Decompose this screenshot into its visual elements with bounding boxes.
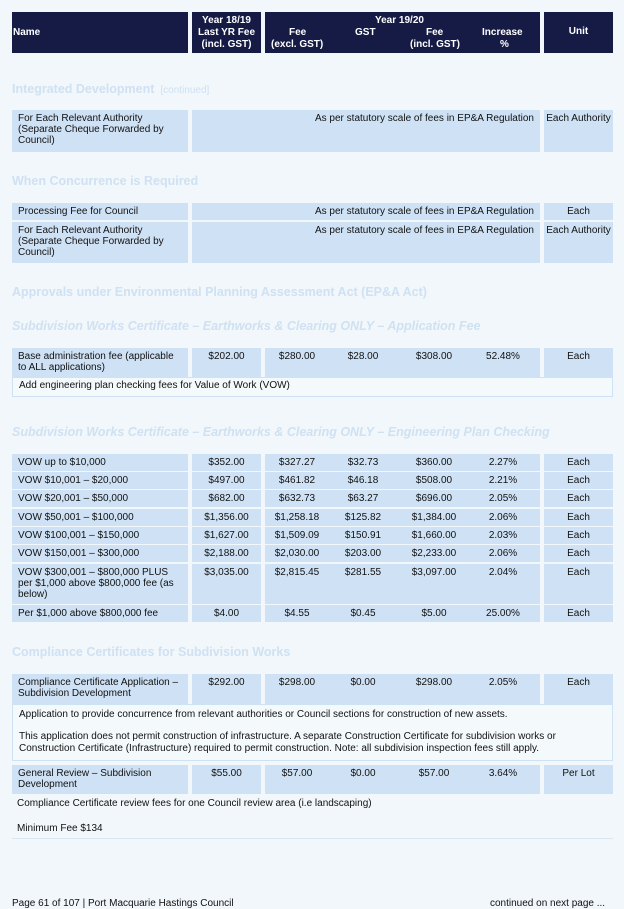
fee-increase: 25.00% [486, 608, 520, 619]
header-last-year-cell [192, 12, 261, 53]
fee-excl-gst: $632.73 [278, 493, 316, 504]
fee-name: Base administration fee (applicable to ALL applications) [12, 348, 188, 377]
fee-unit: Each [544, 545, 613, 562]
fee-year-values [265, 765, 540, 794]
fee-increase: 2.04% [488, 567, 518, 578]
fee-increase: 2.05% [488, 493, 518, 504]
fee-unit: Each [544, 605, 613, 622]
fee-unit: Each [544, 564, 613, 604]
fee-increase: 52.48% [486, 351, 520, 362]
fee-unit: Each [544, 490, 613, 507]
fee-excl-gst: $327.27 [278, 457, 316, 468]
fee-increase: 2.21% [488, 475, 518, 486]
section-concurrence: When Concurrence is Required [12, 174, 199, 188]
fee-name: For Each Relevant Authority (Separate Cheque Forwarded by Council) [12, 222, 188, 263]
divider [12, 838, 613, 839]
fee-last-year: $1,356.00 [192, 509, 261, 526]
fee-unit: Each [544, 203, 613, 220]
fee-unit: Each [544, 527, 613, 544]
fee-increase: 2.03% [488, 530, 518, 541]
fee-gst: $0.45 [350, 608, 376, 619]
fee-incl-gst: $2,233.00 [411, 548, 457, 559]
fee-excl-gst: $4.55 [284, 608, 310, 619]
fee-unit: Per Lot [544, 765, 613, 794]
compliance-note-1: Application to provide concurrence from relevant authorities or Council sections for construction of new assets. [19, 709, 508, 720]
fee-unit: Each [544, 454, 613, 471]
fee-name: Processing Fee for Council [12, 203, 188, 220]
section-title: Integrated Development [12, 82, 155, 96]
fee-year-values [265, 490, 540, 507]
fee-year-values [265, 527, 540, 544]
fee-excl-gst: $461.82 [278, 475, 316, 486]
fee-unit: Each Authority [544, 110, 613, 152]
header-increase-1: Increase [482, 27, 523, 38]
fee-name: VOW $300,001 – $800,000 PLUS per $1,000 above $800,000 fee (as below) [12, 564, 188, 604]
fee-increase: 2.06% [488, 548, 518, 559]
fee-gst: $125.82 [344, 512, 382, 523]
fee-name: Per $1,000 above $800,000 fee [12, 605, 188, 622]
subsection-swc-application: Subdivision Works Certificate – Earthworks & Clearing ONLY – Application Fee [12, 319, 481, 333]
fee-name: VOW $20,001 – $50,000 [12, 490, 188, 507]
fee-row-integrated-authority [12, 110, 613, 152]
fee-row-vow [12, 490, 613, 507]
fee-row-vow [12, 527, 613, 544]
fee-incl-gst: $5.00 [421, 608, 447, 619]
fee-name: VOW $150,001 – $300,000 [12, 545, 188, 562]
fee-incl-gst: $508.00 [415, 475, 453, 486]
fee-row-compliance-application [12, 674, 613, 704]
fee-name: Compliance Certificate Application – Subdivision Development [12, 674, 188, 704]
statutory-text: As per statutory scale of fees in EP&A Regulation [192, 222, 540, 263]
compliance-note [12, 704, 613, 761]
fee-row-base-admin [12, 348, 613, 377]
fee-last-year: $497.00 [192, 472, 261, 489]
fee-gst: $281.55 [344, 567, 382, 578]
header-unit-cell [544, 12, 613, 53]
fee-row-vow [12, 564, 613, 604]
fee-year-values [265, 545, 540, 562]
fee-last-year: $55.00 [192, 765, 261, 794]
header-year-cell [265, 12, 540, 53]
fee-row-per-1000 [12, 605, 613, 622]
fee-excl-gst: $57.00 [281, 768, 313, 779]
header-name: Name [13, 27, 41, 38]
fee-gst: $150.91 [344, 530, 382, 541]
fee-unit: Each [544, 674, 613, 704]
fee-row-general-review [12, 765, 613, 794]
fee-unit: Each [544, 472, 613, 489]
header-fee-incl-2: (incl. GST) [410, 39, 460, 50]
minimum-fee: Minimum Fee $134 [17, 823, 103, 834]
fee-excl-gst: $280.00 [278, 351, 316, 362]
fee-incl-gst: $308.00 [415, 351, 453, 362]
fee-year-values [265, 674, 540, 704]
fee-increase: 3.64% [488, 768, 518, 779]
fee-excl-gst: $1,509.09 [274, 530, 320, 541]
fee-row-vow [12, 509, 613, 526]
fee-incl-gst: $1,660.00 [411, 530, 457, 541]
header-fee-excl-1: Fee [289, 27, 307, 38]
fee-gst: $28.00 [347, 351, 379, 362]
header-fee-incl-1: Fee [426, 27, 444, 38]
fee-name: VOW $50,001 – $100,000 [12, 509, 188, 526]
header-gst: GST [355, 27, 376, 38]
fee-unit: Each [544, 509, 613, 526]
fee-name: For Each Relevant Authority (Separate Cheque Forwarded by Council) [12, 110, 188, 152]
base-admin-note: Add engineering plan checking fees for Value of Work (VOW) [12, 377, 613, 397]
header-last-year-1: Year 18/19 [202, 15, 251, 26]
fee-increase: 2.27% [488, 457, 518, 468]
fee-last-year: $2,188.00 [192, 545, 261, 562]
statutory-text: As per statutory scale of fees in EP&A Regulation [192, 203, 540, 220]
fee-row-processing [12, 203, 613, 220]
fee-year-values [265, 605, 540, 622]
fee-excl-gst: $298.00 [278, 677, 316, 688]
fee-year-values [265, 472, 540, 489]
fee-incl-gst: $1,384.00 [411, 512, 457, 523]
fee-gst: $32.73 [347, 457, 379, 468]
fee-name: VOW $10,001 – $20,000 [12, 472, 188, 489]
fee-incl-gst: $360.00 [415, 457, 453, 468]
fee-incl-gst: $298.00 [415, 677, 453, 688]
fee-gst: $46.18 [347, 475, 379, 486]
section-approvals: Approvals under Environmental Planning Assessment Act (EP&A Act) [12, 285, 427, 299]
fee-increase: 2.05% [488, 677, 518, 688]
fee-row-vow [12, 472, 613, 489]
fee-year-values [265, 454, 540, 471]
general-review-note: Compliance Certificate review fees for one Council review area (i.e landscaping) [17, 798, 372, 809]
section-compliance: Compliance Certificates for Subdivision Works [12, 645, 291, 659]
fee-last-year: $202.00 [192, 348, 261, 377]
fee-last-year: $682.00 [192, 490, 261, 507]
fee-last-year: $1,627.00 [192, 527, 261, 544]
fee-year-values [265, 564, 540, 604]
fee-excl-gst: $1,258.18 [274, 512, 320, 523]
fee-last-year: $352.00 [192, 454, 261, 471]
fee-excl-gst: $2,815.45 [274, 567, 320, 578]
fee-gst: $63.27 [347, 493, 379, 504]
fee-name: VOW $100,001 – $150,000 [12, 527, 188, 544]
fee-incl-gst: $696.00 [415, 493, 453, 504]
footer-page-info: Page 61 of 107 | Port Macquarie Hastings Council [12, 898, 234, 909]
fee-last-year: $292.00 [192, 674, 261, 704]
fee-incl-gst: $3,097.00 [411, 567, 457, 578]
header-last-year-2: Last YR Fee [197, 27, 256, 38]
header-unit: Unit [568, 26, 589, 37]
fee-excl-gst: $2,030.00 [274, 548, 320, 559]
fee-row-vow [12, 545, 613, 562]
fee-gst: $0.00 [350, 768, 376, 779]
fee-last-year: $3,035.00 [192, 564, 261, 604]
fee-unit: Each Authority [544, 222, 613, 263]
fee-row-relevant-authority [12, 222, 613, 263]
header-fee-excl-2: (excl. GST) [271, 39, 324, 50]
continued-label: [continued] [160, 85, 210, 96]
fee-gst: $0.00 [350, 677, 376, 688]
header-increase-2: % [500, 39, 509, 50]
header-name-cell [12, 12, 188, 53]
fee-name: General Review – Subdivision Development [12, 765, 188, 794]
footer-continued: continued on next page ... [490, 898, 606, 909]
fee-year-values [265, 348, 540, 377]
fee-last-year: $4.00 [192, 605, 261, 622]
fee-gst: $203.00 [344, 548, 382, 559]
section-integrated-development [12, 82, 209, 96]
fee-unit: Each [544, 348, 613, 377]
fee-increase: 2.06% [488, 512, 518, 523]
fee-incl-gst: $57.00 [418, 768, 450, 779]
fee-name: VOW up to $10,000 [12, 454, 188, 471]
compliance-note-2: This application does not permit construction of infrastructure. A separate Construction Certificate for subdivision works or Construction Certificate (Infrastructure) required to permit construction. Note: all subdivision inspection fees still apply. [19, 731, 556, 754]
statutory-text: As per statutory scale of fees in EP&A Regulation [192, 110, 540, 152]
fee-row-vow [12, 454, 613, 471]
header-last-year-3: (incl. GST) [201, 39, 252, 50]
subsection-swc-engineering: Subdivision Works Certificate – Earthworks & Clearing ONLY – Engineering Plan Checking [12, 425, 550, 439]
header-year: Year 19/20 [375, 15, 424, 26]
fee-year-values [265, 509, 540, 526]
